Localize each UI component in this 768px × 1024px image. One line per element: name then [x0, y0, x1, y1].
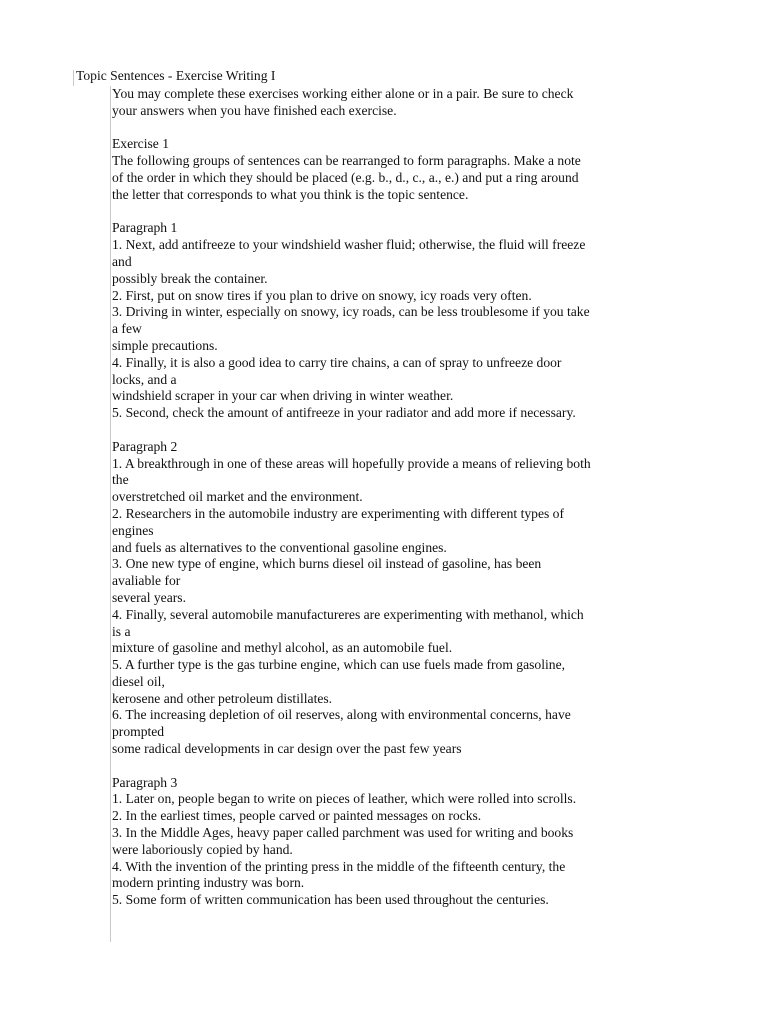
sentence-line: simple precautions.: [112, 337, 218, 353]
instruction-line: of the order in which they should be placed (e.g. b., d., c., a., e.) and put a ring around: [112, 169, 579, 185]
sentence-line: and: [112, 253, 132, 269]
sentence-line: 3. One new type of engine, which burns diesel oil instead of gasoline, has been: [112, 556, 542, 572]
intro-line: your answers when you have finished each exercise.: [112, 102, 397, 118]
spacer: [112, 758, 672, 775]
margin-rule-title: [73, 70, 74, 86]
sentence-line: overstretched oil market and the environment.: [112, 489, 363, 505]
intro-block: [112, 86, 672, 120]
instruction-line: the letter that corresponds to what you think is the topic sentence.: [112, 186, 469, 202]
sentence-line: 2. First, put on snow tires if you plan to drive on snowy, icy roads very often.: [112, 287, 532, 303]
sentence-line: 1. Later on, people began to write on pieces of leather, which were rolled into scrolls.: [112, 791, 577, 807]
sentence-line: windshield scraper in your car when driving in winter weather.: [112, 388, 454, 404]
sentence-line: 5. Second, check the amount of antifreeze in your radiator and add more if necessary.: [112, 405, 576, 421]
paragraph-heading: Paragraph 2: [112, 438, 178, 454]
exercise-heading: Exercise 1: [112, 136, 169, 152]
sentence-line: were laboriously copied by hand.: [112, 841, 293, 857]
spacer: [112, 120, 672, 137]
sentence-line: 2. Researchers in the automobile industry are experimenting with different types of: [112, 505, 564, 521]
sentence-line: modern printing industry was born.: [112, 875, 305, 891]
sentence-line: 1. Next, add antifreeze to your windshield washer fluid; otherwise, the fluid will freeze: [112, 237, 586, 253]
sentence-line: engines: [112, 522, 154, 538]
sentence-line: is a: [112, 623, 131, 639]
sentence-line: locks, and a: [112, 371, 177, 387]
sentence-line: 3. Driving in winter, especially on snowy, icy roads, can be less troublesome if you take: [112, 304, 590, 320]
sentence-line: 4. Finally, it is also a good idea to carry tire chains, a can of spray to unfreeze door: [112, 354, 562, 370]
paragraph-1-block: [112, 220, 672, 422]
sentence-line: 5. A further type is the gas turbine engine, which can use fuels made from gasoline,: [112, 657, 566, 673]
paragraph-2-block: [112, 439, 672, 758]
document-body: [112, 86, 672, 909]
sentence-line: some radical developments in car design over the past few years: [112, 741, 462, 757]
spacer: [112, 204, 672, 221]
sentence-line: 4. With the invention of the printing press in the middle of the fifteenth century, the: [112, 858, 566, 874]
paragraph-heading: Paragraph 1: [112, 220, 178, 236]
sentence-line: 1. A breakthrough in one of these areas will hopefully provide a means of relieving both: [112, 455, 591, 471]
margin-rule-body: [110, 86, 111, 942]
sentence-line: 2. In the earliest times, people carved or painted messages on rocks.: [112, 808, 482, 824]
sentence-line: diesel oil,: [112, 673, 165, 689]
sentence-line: 4. Finally, several automobile manufactureres are experimenting with methanol, which: [112, 606, 584, 622]
sentence-line: the: [112, 472, 129, 488]
spacer: [112, 422, 672, 439]
exercise-block: [112, 136, 672, 203]
instruction-line: The following groups of sentences can be rearranged to form paragraphs. Make a note: [112, 153, 581, 169]
sentence-line: kerosene and other petroleum distillates.: [112, 690, 333, 706]
intro-line: You may complete these exercises working either alone or in a pair. Be sure to check: [112, 86, 574, 101]
sentence-line: a few: [112, 321, 142, 337]
sentence-line: avaliable for: [112, 573, 181, 589]
sentence-line: 6. The increasing depletion of oil reserves, along with environmental concerns, have: [112, 707, 571, 723]
sentence-line: 3. In the Middle Ages, heavy paper called parchment was used for writing and books: [112, 825, 574, 841]
sentence-line: and fuels as alternatives to the conventional gasoline engines.: [112, 539, 447, 555]
paragraph-heading: Paragraph 3: [112, 774, 178, 790]
sentence-line: prompted: [112, 724, 165, 740]
sentence-line: 5. Some form of written communication has been used throughout the centuries.: [112, 892, 549, 908]
paragraph-3-block: [112, 775, 672, 909]
document-title: Topic Sentences - Exercise Writing I: [76, 68, 276, 83]
sentence-line: several years.: [112, 589, 186, 605]
sentence-line: possibly break the container.: [112, 270, 268, 286]
sentence-line: mixture of gasoline and methyl alcohol, as an automobile fuel.: [112, 640, 453, 656]
